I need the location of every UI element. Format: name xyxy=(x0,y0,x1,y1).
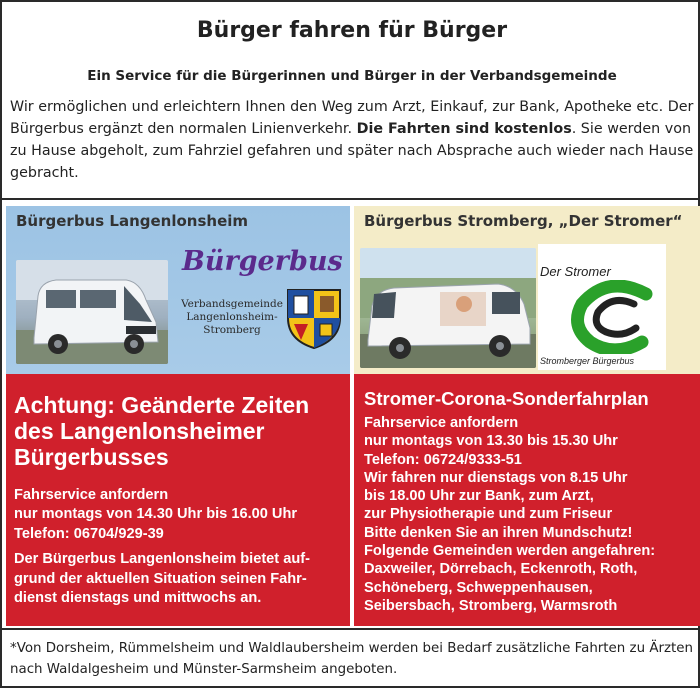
notice-line: Seibersbach, Stromberg, Warmsroth xyxy=(364,597,618,614)
notice-langenlonsheim xyxy=(6,374,350,626)
logo-subtitle xyxy=(176,298,288,337)
logo-line: Verbandsgemeinde xyxy=(181,298,283,310)
notice-line: Der Bürgerbus Langenlonsheim bietet auf- xyxy=(14,551,310,568)
notice-headline xyxy=(14,392,344,470)
bus-photo-stromberg xyxy=(360,248,536,368)
buergerbus-logo-text: Bürgerbus xyxy=(182,246,343,277)
logo-line: Langenlonsheim- xyxy=(186,311,278,323)
notice-line: grund der aktuellen Situation seinen Fahr- xyxy=(14,570,307,587)
intro-text-1: Wir ermöglichen und erleichtern Ihnen den Weg zum Arzt, Einkauf, zur Bank, Apotheke etc. Der Bürgerbus ergänzt den normalen Linienverkehr. xyxy=(10,99,694,137)
footnote: *Von Dorsheim, Rümmelsheim und Waldlaubersheim werden bei Bedarf zusätzliche Fahrten zu Ärzten nach Waldalgesheim und Münster-Sarmsheim angeboten. xyxy=(10,641,693,677)
notice-headline: Stromer-Corona-Sonderfahrplan xyxy=(364,388,649,409)
headline-line: Bürgerbusses xyxy=(14,444,169,470)
panel-langenlonsheim xyxy=(6,206,350,374)
notice-line: zur Physiotherapie und zum Friseur xyxy=(364,506,613,523)
notice-line: Wir fahren nur dienstags von 8.15 Uhr xyxy=(364,469,628,486)
notice-body xyxy=(364,414,696,615)
notice-line: Schöneberg, Schweppenhausen, xyxy=(364,579,593,596)
page-subtitle: Ein Service für die Bürgerinnen und Bürger in der Verbandsgemeinde xyxy=(87,68,617,84)
panel-stromberg xyxy=(354,206,700,374)
stromer-logo-footer: Stromberger Bürgerbus xyxy=(540,356,635,366)
notice-line: bis 18.00 Uhr zur Bank, zum Arzt, xyxy=(364,488,594,505)
notice-line: nur montags von 14.30 Uhr bis 16.00 Uhr xyxy=(14,506,298,523)
notice-line: Daxweiler, Dörrebach, Eckenroth, Roth, xyxy=(364,561,638,578)
intro-text-2: . Sie werden von zu Hause abgeholt, zum Fahrziel gefahren und später nach Absprache auch wieder nach Hause gebracht. xyxy=(10,121,694,181)
coat-of-arms-icon xyxy=(286,288,342,350)
notice-line: nur montags von 13.30 bis 15.30 Uhr xyxy=(364,433,618,450)
stromer-logo-name: Der Stromer xyxy=(540,264,611,279)
headline-line: des Langenlonsheimer xyxy=(14,418,265,444)
notice-line: dienst dienstags und mittwochs an. xyxy=(14,590,262,607)
page-title: Bürger fahren für Bürger xyxy=(196,18,508,43)
stromer-swirl-icon xyxy=(568,280,658,354)
notice-stromberg xyxy=(354,374,700,626)
notice-line: Fahrservice anfordern xyxy=(364,415,519,431)
intro-bold-text: Die Fahrten sind kostenlos xyxy=(356,121,572,137)
notice-line: Folgende Gemeinden werden angefahren: xyxy=(364,543,656,560)
notice-body xyxy=(14,486,348,608)
notice-phone: Telefon: 06704/929-39 xyxy=(14,525,164,542)
divider xyxy=(2,198,700,200)
notice-line: Bitte denken Sie an ihren Mundschutz! xyxy=(364,524,633,541)
panel-title-langenlonsheim: Bürgerbus Langenlonsheim xyxy=(16,212,249,230)
notice-phone: Telefon: 06724/9333-51 xyxy=(364,451,522,468)
notice-line: Fahrservice anfordern xyxy=(14,487,169,503)
panel-title-stromberg: Bürgerbus Stromberg, „Der Stromer“ xyxy=(364,212,683,230)
headline-line: Achtung: Geänderte Zeiten xyxy=(14,392,310,418)
intro-paragraph xyxy=(10,96,700,184)
divider xyxy=(2,628,700,630)
stromer-logo xyxy=(538,244,666,370)
logo-line: Stromberg xyxy=(203,324,261,336)
bus-photo-langenlonsheim xyxy=(16,260,168,364)
